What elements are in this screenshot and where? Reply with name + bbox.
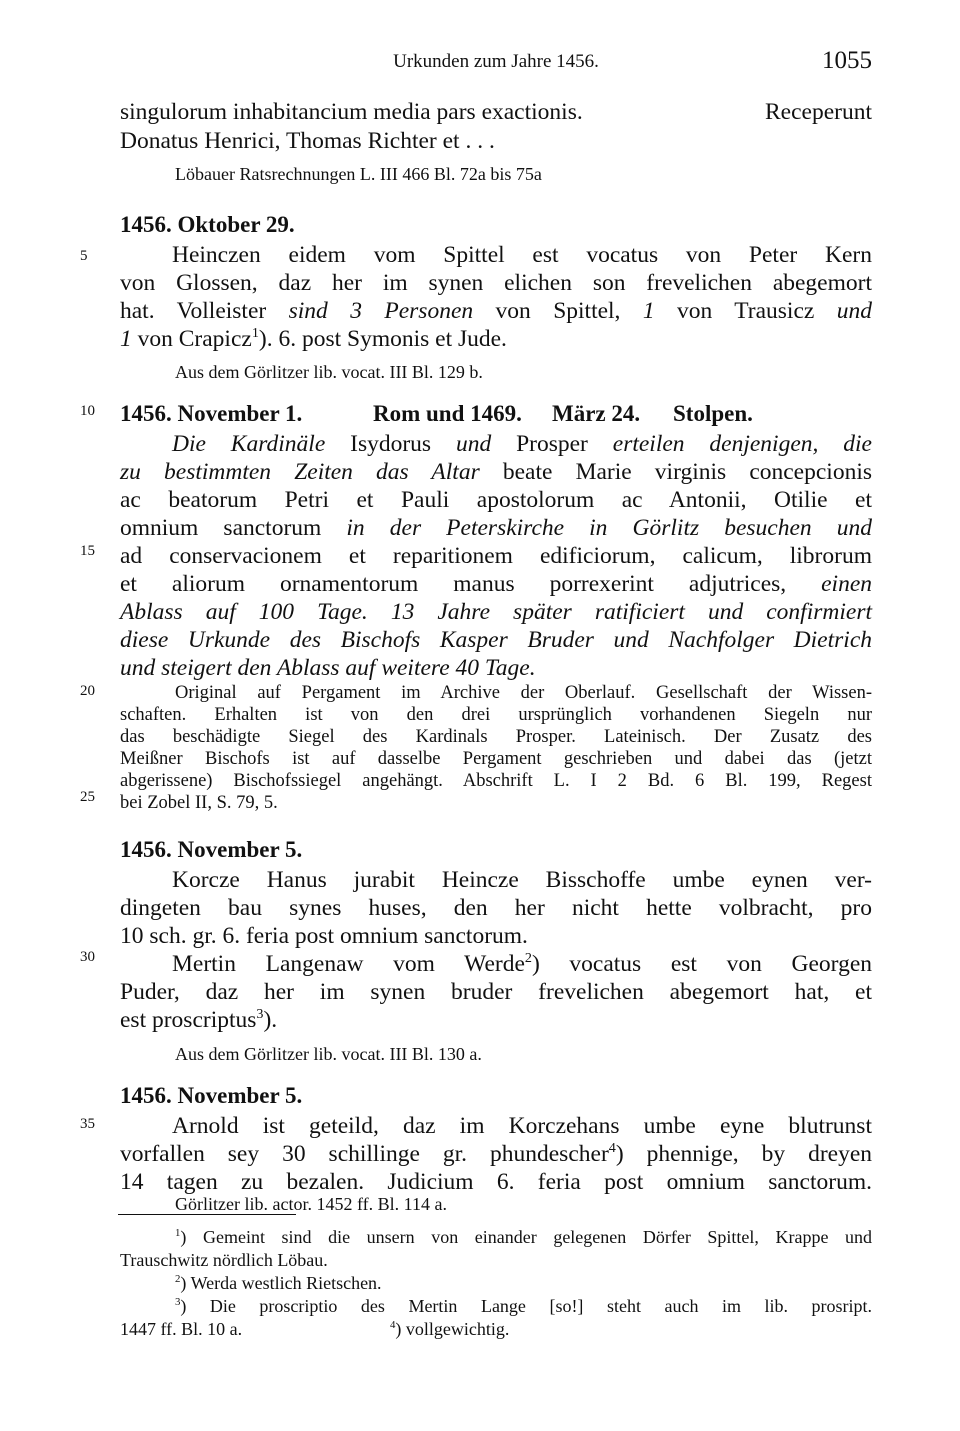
footnote-ref: 3 bbox=[256, 1006, 264, 1023]
text-line: Heinczen eidem vom Spittel est vocatus von Peter Kern bbox=[172, 242, 872, 268]
footnote: $^3$) Die proscriptio des Mertin Lange [so!] steht auch im lib. prosript. bbox=[175, 1296, 872, 1316]
text-line: est proscriptus$^3$). bbox=[120, 1006, 278, 1033]
page-number: 1055 bbox=[822, 47, 872, 74]
line-number: 30 bbox=[80, 949, 95, 965]
line-number: 15 bbox=[80, 543, 95, 559]
text-line: zu bestimmten Zeiten das Altar beate Marie virginis concepcionis bbox=[120, 459, 872, 485]
text-line: et aliorum ornamentorum manus porrexerint adjutrices, einen bbox=[120, 571, 872, 597]
entry-heading: 1456. November 5. bbox=[120, 1083, 303, 1108]
footnote: $^1$) Gemeint sind die unsern von einander gelegenen Dörfer Spittel, Krappe und bbox=[175, 1227, 872, 1247]
entry-heading: 1456. November 5. bbox=[120, 837, 303, 862]
text-line: Ablass auf 100 Tage. 13 Jahre später ratificiert und confirmiert bbox=[120, 599, 872, 625]
text-line: Donatus Henrici, Thomas Richter et . . . bbox=[120, 128, 495, 154]
footnote: $^4$) vollgewichtig. bbox=[390, 1319, 510, 1339]
text-line: ad conservacionem et reparitionem edificiorum, calicum, librorum bbox=[120, 543, 872, 569]
footnote-divider bbox=[118, 1214, 296, 1215]
line-number: 25 bbox=[80, 789, 95, 805]
entry-heading: 1456. November 1. Rom und 1469. März 24. Stolpen. bbox=[120, 401, 753, 426]
text-line: Die Kardinäle Isydorus und Prosper erteilen denjenigen, die bbox=[172, 431, 872, 457]
running-head bbox=[120, 47, 872, 77]
text-line: Korcze Hanus jurabit Heincze Bisschoffe umbe eynen ver- bbox=[172, 867, 872, 893]
entry-heading: 1456. Oktober 29. bbox=[120, 212, 295, 237]
footnote: Trauschwitz nördlich Löbau. bbox=[120, 1250, 328, 1270]
line-number: 20 bbox=[80, 683, 95, 699]
source-note: abgerissene) Bischofssiegel angehängt. Abschrift L. I 2 Bd. 6 Bl. 199, Regest bbox=[120, 771, 872, 791]
text-line: dingeten bau synes huses, den her nicht hette volbracht, pro bbox=[120, 895, 872, 921]
text-line: und steigert den Ablass auf weitere 40 Tage. bbox=[120, 655, 536, 681]
line-number: 35 bbox=[80, 1116, 95, 1132]
text-line: Arnold ist geteild, daz im Korczehans umbe eyne blutrunst bbox=[172, 1113, 872, 1139]
text-line: Puder, daz her im synen bruder frevelichen abegemort hat, et bbox=[120, 979, 872, 1005]
text-line: diese Urkunde des Bischofs Kasper Bruder und Nachfolger Dietrich bbox=[120, 627, 872, 653]
text-line: ac beatorum Petri et Pauli apostolorum ac Antonii, Otilie et bbox=[120, 487, 872, 513]
running-head-title: Urkunden zum Jahre 1456. bbox=[393, 51, 599, 72]
source-note: schaften. Erhalten ist von den drei ursprünglich vorhandenen Siegeln nur bbox=[120, 705, 872, 725]
text-line: singulorum inhabitancium media pars exactionis. Receperunt bbox=[120, 99, 872, 125]
line-number: 10 bbox=[80, 403, 95, 419]
footnote-ref: 1 bbox=[251, 325, 259, 342]
footnote: $^2$) Werda westlich Rietschen. bbox=[175, 1273, 382, 1293]
text-line: omnium sanctorum in der Peterskirche in Görlitz besuchen und bbox=[120, 515, 872, 541]
text-line: Mertin Langenaw vom Werde$^2$) vocatus est von Georgen bbox=[172, 950, 873, 977]
text-line: hat. Volleister sind 3 Personen von Spittel, 1 von Trausicz und bbox=[120, 298, 872, 324]
source-note: Görlitzer lib. actor. 1452 ff. Bl. 114 a. bbox=[175, 1194, 447, 1214]
text-line: 10 sch. gr. 6. feria post omnium sanctorum. bbox=[120, 923, 528, 949]
text-line: 14 tagen zu bezalen. Judicium 6. feria post omnium sanctorum. bbox=[120, 1169, 872, 1195]
text-line: 1 von Crapicz$^1$). 6. post Symonis et Jude. bbox=[120, 325, 507, 352]
source-note: Original auf Pergament im Archive der Oberlauf. Gesellschaft der Wissen- bbox=[175, 683, 872, 703]
source-note: das beschädigte Siegel des Kardinals Prosper. Lateinisch. Der Zusatz des bbox=[120, 727, 872, 747]
source-note: Löbauer Ratsrechnungen L. III 466 Bl. 72a bis 75a bbox=[175, 164, 542, 184]
source-note: Meißner Bischofs ist auf dasselbe Pergament geschrieben und dabei das (jetzt bbox=[120, 749, 872, 769]
line-number: 5 bbox=[80, 248, 88, 264]
source-note: Aus dem Görlitzer lib. vocat. III Bl. 129 b. bbox=[175, 362, 483, 382]
source-note: Aus dem Görlitzer lib. vocat. III Bl. 130 a. bbox=[175, 1044, 482, 1064]
text-line: von Glossen, daz her im synen elichen son frevelichen abegemort bbox=[120, 270, 872, 296]
source-note: bei Zobel II, S. 79, 5. bbox=[120, 793, 278, 813]
footnote-ref: 2 bbox=[524, 950, 532, 967]
footnote-ref: 4 bbox=[608, 1140, 616, 1157]
footnote: 1447 ff. Bl. 10 a. bbox=[120, 1319, 243, 1339]
text-line: vorfallen sey 30 schillinge gr. phundescher$^4$) phennige, by dreyen bbox=[120, 1140, 873, 1167]
